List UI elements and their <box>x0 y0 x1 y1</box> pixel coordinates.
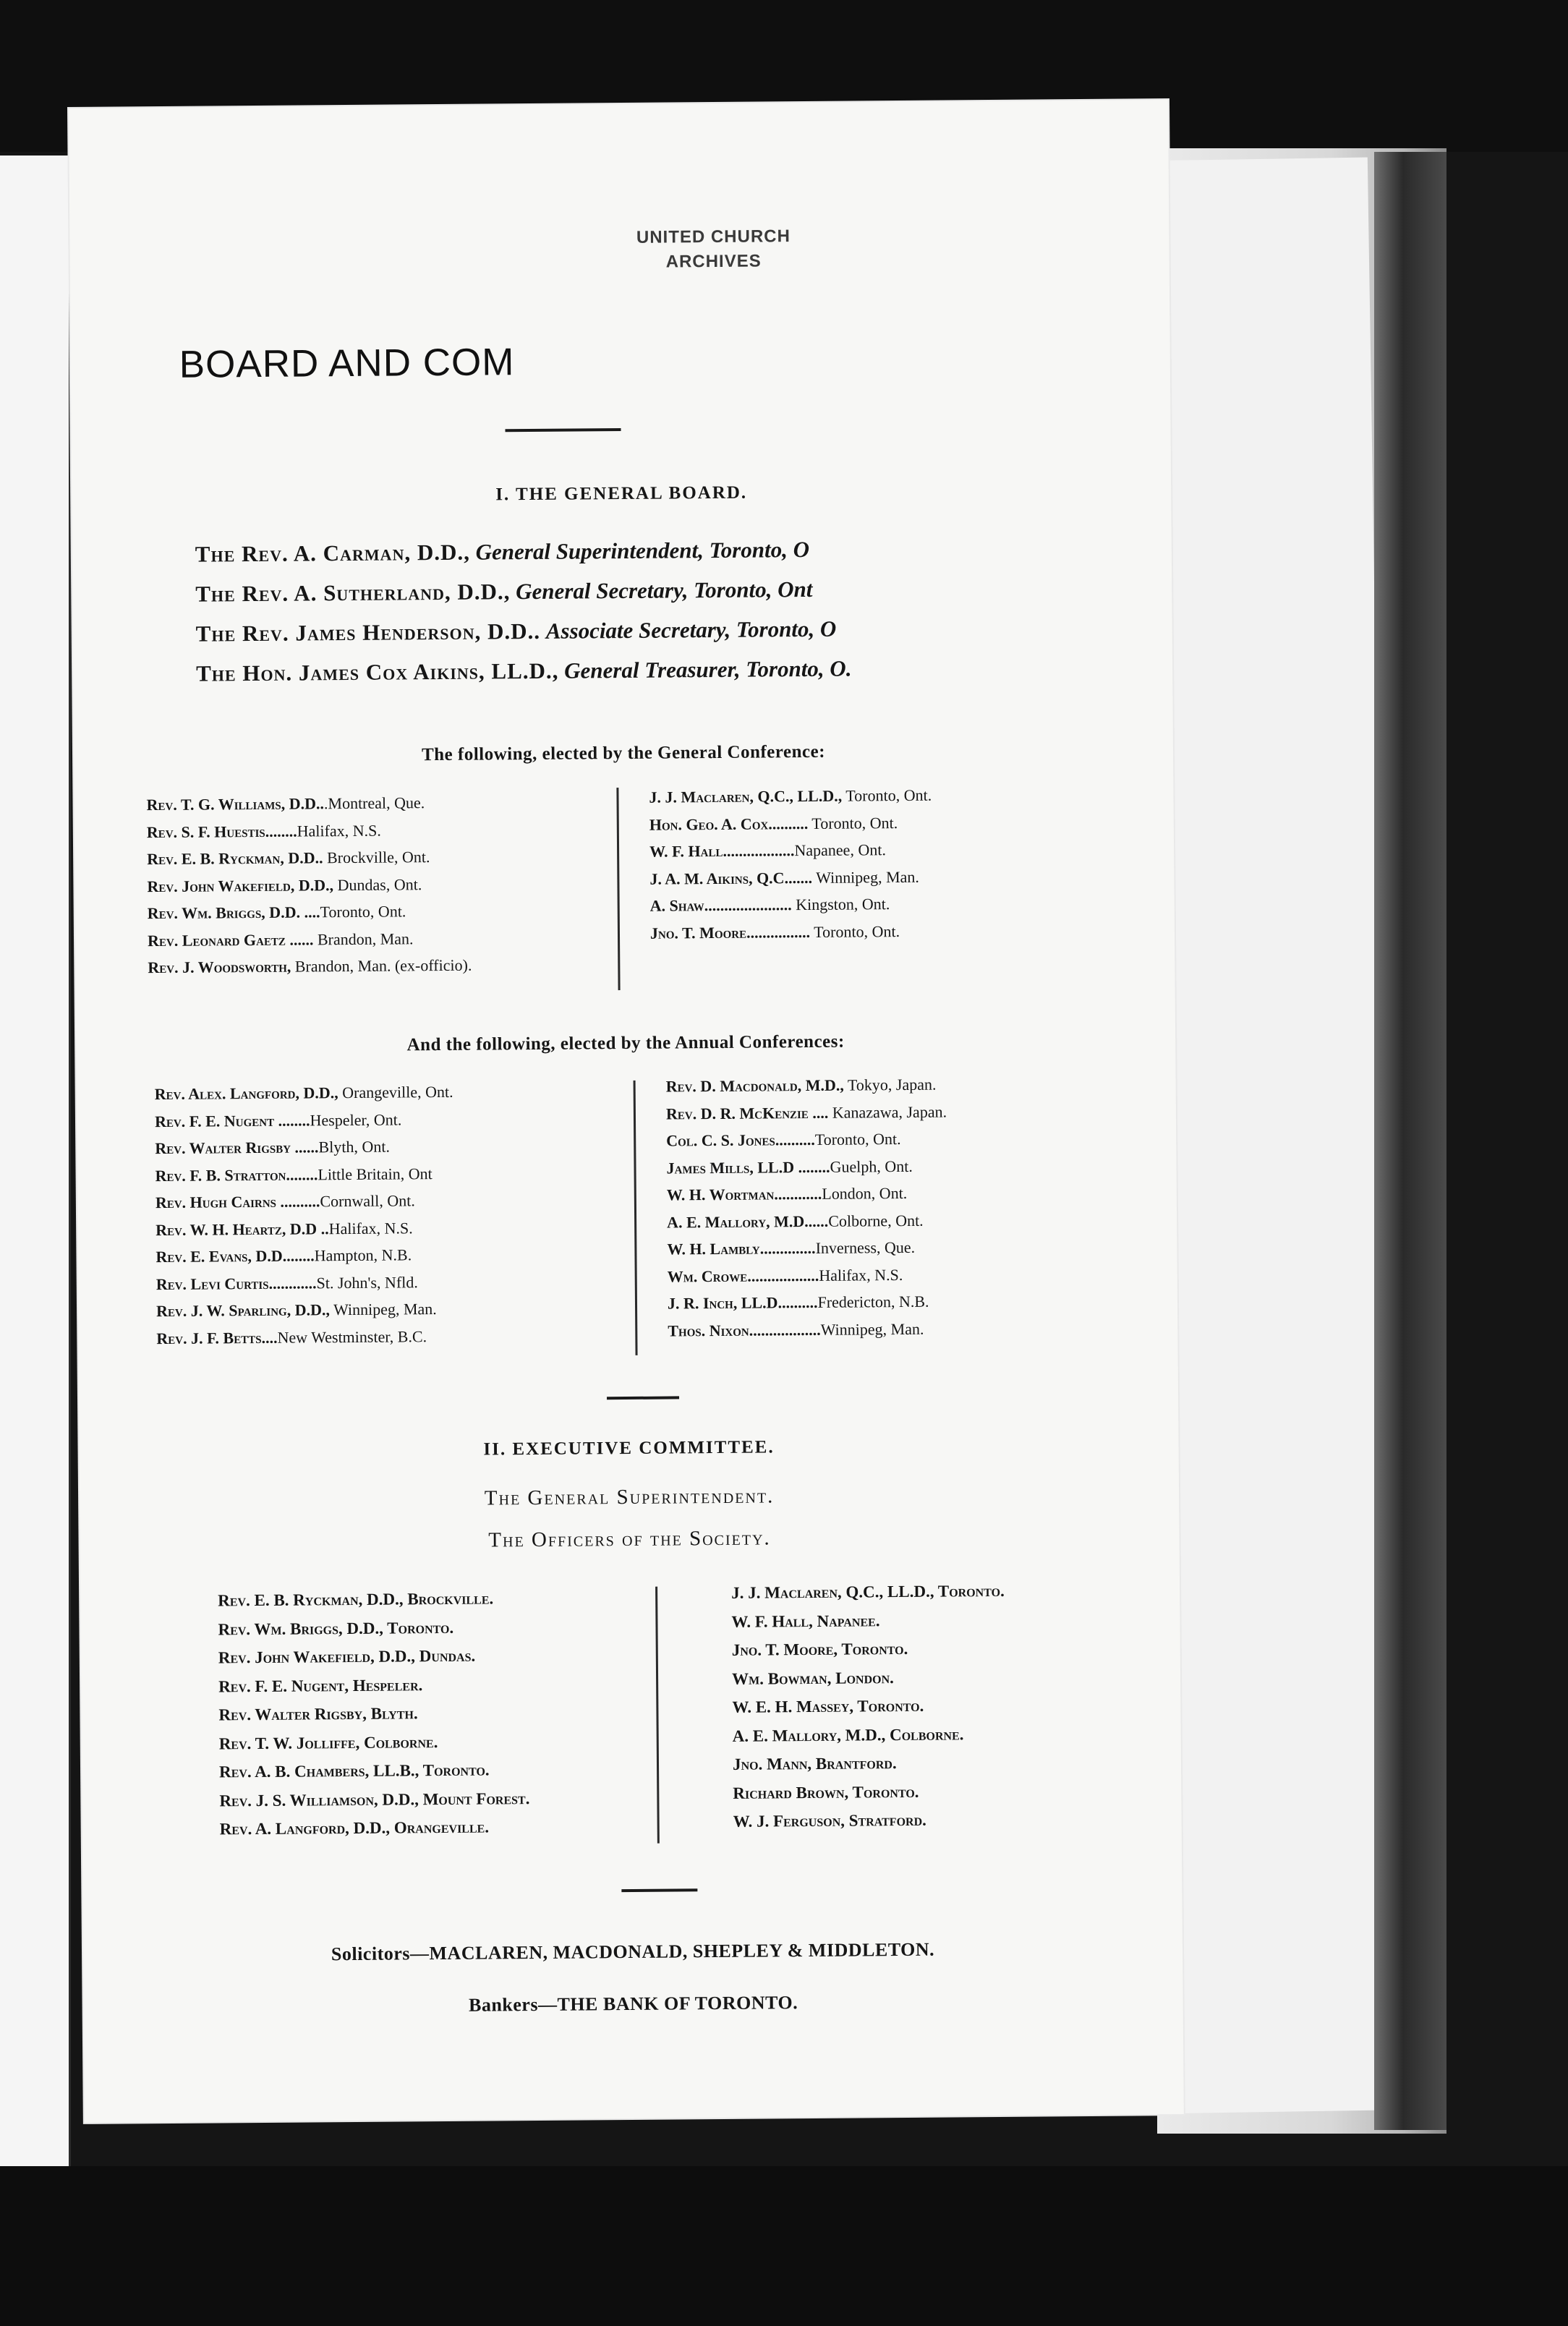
general-conference-right-column <box>649 782 932 947</box>
list-item: Rev. A. B. Chambers, LL.B., Toronto. <box>218 1760 490 1781</box>
member-place: Winnipeg, Man. <box>333 1300 437 1319</box>
member-place: Toronto, Ont. <box>320 902 406 921</box>
book-spine <box>1374 152 1446 2130</box>
officer-role: General Secretary, Toronto, Ont <box>516 576 813 605</box>
member-name: Rev. D. R. McKenzie .... <box>665 1103 829 1123</box>
list-item <box>649 809 932 838</box>
officer-name: The Hon. James Cox Aikins, LL.D., <box>196 657 559 686</box>
member-name: Hon. Geo. A. Cox.......... <box>649 814 809 834</box>
member-name: Col. C. S. Jones.......... <box>666 1130 815 1150</box>
archives-stamp <box>634 224 793 275</box>
member-name: A. E. Mallory, M.D...... <box>667 1211 829 1232</box>
member-name: Rev. F. B. Stratton........ <box>155 1164 318 1185</box>
stamp-line-1: UNITED CHURCH <box>636 226 791 247</box>
member-place: Kingston, Ont. <box>796 895 890 914</box>
member-name: Rev. J. Woodsworth, <box>148 957 291 977</box>
member-name: Rev. J. F. Betts.... <box>156 1328 278 1347</box>
list-item: Rev. John Wakefield, D.D., Dundas. <box>218 1646 476 1667</box>
member-place: Orangeville, Ont. <box>342 1082 453 1102</box>
bankers-line: Bankers—THE BANK OF TORONTO. <box>468 1992 798 2016</box>
list-item <box>667 1206 947 1236</box>
member-place: Kanazawa, Japan. <box>832 1102 947 1122</box>
member-place: St. John's, Nfld. <box>316 1272 418 1292</box>
member-place: Toronto, Ont. <box>814 1130 901 1149</box>
list-item: Jno. Mann, Brantford. <box>732 1754 897 1773</box>
general-conference-left-column <box>146 789 472 981</box>
member-name: Rev. Wm. Briggs, D.D. .... <box>147 903 320 923</box>
list-item: W. F. Hall, Napanee. <box>731 1611 880 1631</box>
list-item <box>156 1268 455 1298</box>
list-item: Richard Brown, Toronto. <box>733 1782 919 1802</box>
member-place: Tokyo, Japan. <box>847 1075 937 1094</box>
member-name: W. H. Wortman............ <box>666 1184 822 1204</box>
page-title: BOARD AND COM <box>179 341 515 386</box>
column-divider <box>616 788 620 990</box>
member-name: Rev. E. B. Ryckman, D.D.. <box>147 848 323 869</box>
list-item: W. J. Ferguson, Stratford. <box>733 1810 926 1831</box>
executive-general-superintendent: The General Superintendent. <box>484 1484 775 1510</box>
member-name: J. A. M. Aikins, Q.C....... <box>649 868 813 888</box>
member-name: Jno. T. Moore................ <box>649 922 811 942</box>
list-item <box>666 1098 947 1128</box>
member-place: Halifax, N.S. <box>819 1265 903 1285</box>
member-name: James Mills, LL.D ........ <box>666 1157 830 1177</box>
member-place: Halifax, N.S. <box>328 1218 413 1237</box>
member-name: Wm. Crowe.................. <box>667 1266 819 1286</box>
member-place: Inverness, Que. <box>815 1237 916 1257</box>
member-name: Rev. J. W. Sparling, D.D., <box>155 1300 331 1321</box>
member-place: Brandon, Man. (ex-officio). <box>294 955 472 976</box>
member-place: Toronto, Ont. <box>845 785 932 805</box>
officer-role: General Treasurer, Toronto, O. <box>564 655 852 683</box>
list-item <box>668 1288 948 1318</box>
member-name: Rev. D. Macdonald, M.D., <box>665 1075 844 1096</box>
list-item <box>148 924 472 954</box>
member-place: Little Britain, Ont <box>318 1164 433 1183</box>
member-name: Rev. E. Evans, D.D........ <box>155 1246 315 1266</box>
member-name: Rev. Alex. Langford, D.D., <box>154 1083 338 1104</box>
member-place: Halifax, N.S. <box>297 821 381 840</box>
list-item: W. E. H. Massey, Toronto. <box>732 1696 924 1716</box>
list-item: Rev. T. W. Jolliffe, Colborne. <box>218 1732 438 1752</box>
general-conference-heading: The following, elected by the General Conference: <box>421 741 826 765</box>
general-board-heading: I. THE GENERAL BOARD. <box>495 482 748 505</box>
annual-conferences-right-column <box>665 1071 948 1345</box>
member-name: Rev. Leonard Gaetz ...... <box>147 929 314 950</box>
list-item <box>649 836 932 866</box>
list-item <box>146 789 470 819</box>
section-divider <box>621 1888 697 1892</box>
list-item <box>667 1180 947 1209</box>
column-divider <box>655 1587 660 1844</box>
member-name: W. H. Lambly.............. <box>667 1238 816 1258</box>
list-item <box>155 1214 454 1243</box>
member-name: J. R. Inch, LL.D.......... <box>667 1292 818 1313</box>
officer-line <box>196 613 837 650</box>
list-item <box>148 898 472 927</box>
officer-name: The Rev. James Henderson, D.D.. <box>195 618 541 647</box>
member-place: London, Ont. <box>822 1183 908 1203</box>
list-item <box>666 1125 947 1155</box>
list-item: Wm. Bowman, London. <box>731 1668 894 1688</box>
officer-role: Associate Secretary, Toronto, O <box>545 615 837 644</box>
list-item <box>147 870 471 900</box>
list-item: Rev. F. E. Nugent, Hespeler. <box>218 1675 423 1695</box>
section-divider <box>607 1396 679 1400</box>
member-name: Rev. S. F. Huestis........ <box>146 822 297 841</box>
stamp-line-2: ARCHIVES <box>665 251 762 272</box>
member-place: Cornwall, Ont. <box>320 1191 415 1211</box>
member-name: J. J. Maclaren, Q.C., LL.D., <box>649 786 843 806</box>
member-place: Toronto, Ont. <box>811 813 898 832</box>
list-item <box>147 843 471 873</box>
member-name: Thos. Nixon.................. <box>668 1320 821 1340</box>
list-item <box>650 917 933 947</box>
member-name: Rev. W. H. Heartz, D.D .. <box>155 1219 329 1239</box>
member-place: .Montreal, Que. <box>323 793 425 813</box>
member-name: W. F. Hall.................. <box>649 841 795 861</box>
member-place: Guelph, Ont. <box>830 1156 913 1176</box>
member-place: Winnipeg, Man. <box>820 1319 924 1339</box>
list-item <box>665 1071 946 1101</box>
member-place: Fredericton, N.B. <box>817 1292 929 1311</box>
officer-line <box>195 534 810 571</box>
officer-name: The Rev. A. Sutherland, D.D., <box>195 579 511 607</box>
list-item <box>147 816 471 845</box>
list-item: Rev. E. B. Ryckman, D.D., Brockville. <box>218 1589 494 1610</box>
member-place: Blyth, Ont. <box>318 1137 390 1156</box>
executive-left-column <box>218 1584 530 1844</box>
member-place: Winnipeg, Man. <box>816 867 919 887</box>
member-name: Rev. Levi Curtis............ <box>155 1273 317 1293</box>
list-item <box>155 1241 454 1271</box>
member-place: Brandon, Man. <box>317 929 414 948</box>
list-item: Rev. J. S. Williamson, D.D., Mount Forest. <box>219 1789 530 1810</box>
member-name: Rev. T. G. Williams, D.D.. <box>146 794 325 814</box>
annual-conferences-heading: And the following, elected by the Annual Conferences: <box>406 1031 845 1055</box>
member-name: Rev. Hugh Cairns .......... <box>155 1192 320 1212</box>
member-place: New Westminster, B.C. <box>277 1326 427 1347</box>
left-page-strip <box>0 156 71 2166</box>
list-item <box>155 1187 454 1217</box>
list-item: Rev. Walter Rigsby, Blyth. <box>218 1704 418 1724</box>
list-item <box>148 952 472 981</box>
member-place: Hampton, N.B. <box>314 1245 412 1265</box>
list-item <box>668 1315 948 1345</box>
list-item: Rev. Wm. Briggs, D.D., Toronto. <box>218 1618 454 1638</box>
list-item <box>668 1261 948 1290</box>
member-place: Brockville, Ont. <box>326 848 430 867</box>
member-name: Rev. John Wakefield, D.D., <box>147 875 334 895</box>
title-divider <box>506 428 621 432</box>
officer-role: General Superintendent, Toronto, O <box>475 536 810 565</box>
list-item <box>650 890 933 920</box>
list-item <box>156 1322 455 1352</box>
list-item <box>156 1295 455 1325</box>
list-item <box>155 1159 453 1189</box>
officer-line <box>195 574 812 610</box>
list-item <box>666 1152 947 1182</box>
scan-background-bottom <box>0 2166 1568 2326</box>
member-place: Hespeler, Ont. <box>310 1109 402 1129</box>
list-item: Jno. T. Moore, Toronto. <box>731 1639 908 1659</box>
list-item <box>667 1234 947 1264</box>
list-item <box>155 1133 453 1162</box>
executive-heading: II. EXECUTIVE COMMITTEE. <box>483 1437 775 1460</box>
list-item: A. E. Mallory, M.D., Colborne. <box>732 1724 964 1745</box>
member-place: Toronto, Ont. <box>814 921 900 941</box>
document-page <box>69 100 1184 2123</box>
list-item: Rev. A. Langford, D.D., Orangeville. <box>219 1818 490 1839</box>
executive-officers-line: The Officers of the Society. <box>488 1526 771 1552</box>
list-item: J. J. Maclaren, Q.C., LL.D., Toronto. <box>731 1581 1005 1602</box>
member-name: A. Shaw...................... <box>649 895 792 915</box>
list-item <box>155 1078 453 1108</box>
officer-line <box>196 653 852 690</box>
officer-name: The Rev. A. Carman, D.D., <box>195 539 471 567</box>
member-name: Rev. Walter Rigsby ...... <box>155 1138 319 1158</box>
list-item <box>155 1105 453 1135</box>
member-place: Dundas, Ont. <box>337 874 422 894</box>
list-item <box>649 863 932 893</box>
solicitors-line: Solicitors—MACLAREN, MACDONALD, SHEPLEY & MIDDLETON. <box>331 1938 935 1965</box>
member-name: Rev. F. E. Nugent ........ <box>154 1110 310 1130</box>
list-item <box>649 782 932 811</box>
member-place: Napanee, Ont. <box>794 840 886 860</box>
column-divider <box>634 1081 638 1355</box>
annual-conferences-left-column <box>155 1078 456 1352</box>
executive-right-column <box>731 1577 1006 1836</box>
member-place: Colborne, Ont. <box>828 1211 924 1230</box>
